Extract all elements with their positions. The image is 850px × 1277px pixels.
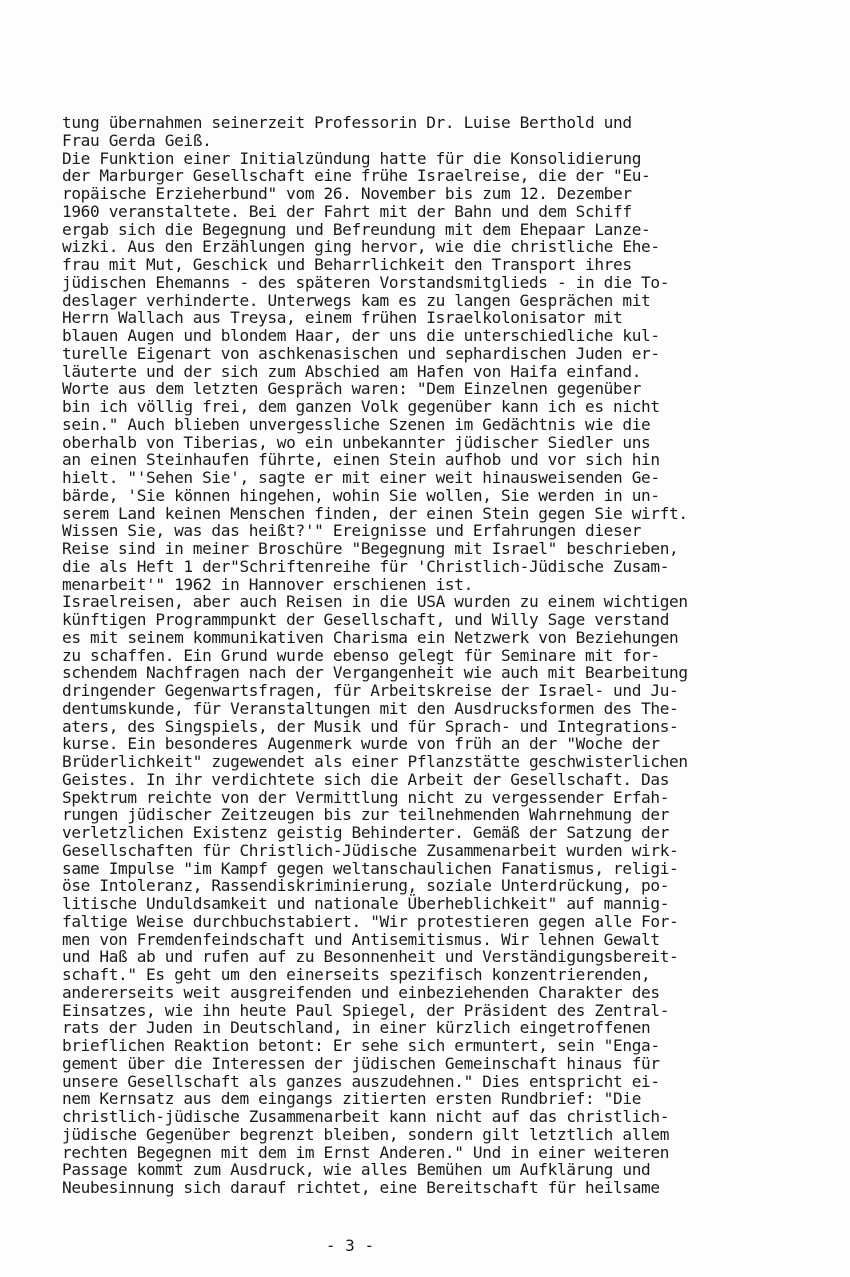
text-line: öse Intoleranz, Rassendiskriminierung, soziale Unterdrückung, po- xyxy=(62,876,670,896)
text-line: dentumskunde, für Veranstaltungen mit den Ausdrucksformen des The- xyxy=(62,698,679,718)
text-line: aters, des Singspiels, der Musik und für Sprach- und Integrations- xyxy=(62,716,679,736)
text-line: hielt. "'Sehen Sie', sagte er mit einer weit hinausweisenden Ge- xyxy=(62,468,660,487)
text-line: schaft." Es geht um den einerseits spezifisch konzentrierenden, xyxy=(62,965,651,984)
text-line: gement über die Interessen der jüdischen Gemeinschaft hinaus für xyxy=(62,1053,660,1073)
text-line: Die Funktion einer Initialzündung hatte für die Konsolidierung xyxy=(62,148,642,168)
text-line: Geistes. In ihr verdichtete sich die Arbeit der Gesellschaft. Das xyxy=(62,769,670,789)
text-line: serem Land keinen Menschen finden, der einen Stein gegen Sie wirft. xyxy=(62,503,688,523)
text-line: bin ich völlig frei, dem ganzen Volk gegenüber kann ich es nicht xyxy=(62,397,660,416)
text-line: jüdischen Ehemanns - des späteren Vorstandsmitglieds - in die To- xyxy=(62,272,670,292)
text-line: kurse. Ein besonderes Augenmerk wurde von früh an der "Woche der xyxy=(62,734,660,754)
text-line: andererseits weit ausgreifenden und einbeziehenden Charakter des xyxy=(62,982,660,1002)
text-line: die als Heft 1 der"Schriftenreihe für 'Christlich-Jüdische Zusam- xyxy=(62,556,670,576)
text-line: Frau Gerda Geiß. xyxy=(62,130,212,150)
text-line: christlich-jüdische Zusammenarbeit kann nicht auf das christlich- xyxy=(62,1107,670,1126)
text-line: sein." Auch blieben unvergessliche Szenen im Gedächtnis wie die xyxy=(62,414,651,434)
text-line: menarbeit'" 1962 in Hannover erschienen ist. xyxy=(62,574,473,594)
page-number: - 3 - xyxy=(325,1236,375,1255)
text-line: deslager verhinderte. Unterwegs kam es zu langen Gesprächen mit xyxy=(62,290,651,310)
text-line: Gesellschaften für Christlich-Jüdische Zusammenarbeit wurden wirk- xyxy=(62,840,679,860)
text-line: wizki. Aus den Erzählungen ging hervor, wie die christliche Ehe- xyxy=(62,237,660,257)
text-line: ergab sich die Begegnung und Befreundung mit dem Ehepaar Lanze- xyxy=(62,219,651,239)
text-line: Israelreisen, aber auch Reisen in die USA wurden zu einem wichtigen xyxy=(62,592,688,612)
text-line: rechten Begegnen mit dem im Ernst Anderen." Und in einer weiteren xyxy=(62,1142,670,1162)
text-line: Reise sind in meiner Broschüre "Begegnung mit Israel" beschrieben, xyxy=(62,539,679,558)
text-line: läuterte und der sich zum Abschied am Hafen von Haifa einfand. xyxy=(62,361,642,381)
text-line: zu schaffen. Ein Grund wurde ebenso gelegt für Seminare mit for- xyxy=(62,645,660,665)
text-line: Passage kommt zum Ausdruck, wie alles Bemühen um Aufklärung und xyxy=(62,1160,651,1180)
text-line: litische Unduldsamkeit und nationale Überheblichkeit" auf mannig- xyxy=(62,894,670,913)
text-line: jüdische Gegenüber begrenzt bleiben, sondern gilt letztlich allem xyxy=(62,1124,670,1144)
text-line: und Haß ab und rufen auf zu Besonnenheit und Verständigungsbereit- xyxy=(62,947,679,967)
text-line: an einen Steinhaufen führte, einen Stein aufhob und vor sich hin xyxy=(62,450,660,470)
text-line: ropäische Erzieherbund" vom 26. November bis zum 12. Dezember xyxy=(62,184,632,203)
text-line: nem Kernsatz aus dem eingangs zitierten ersten Rundbrief: "Die xyxy=(62,1089,642,1109)
text-line: frau mit Mut, Geschick und Beharrlichkeit den Transport ihres xyxy=(62,255,632,274)
text-line: Einsatzes, wie ihn heute Paul Spiegel, der Präsident des Zentral- xyxy=(62,1000,670,1020)
text-line: unsere Gesellschaft als ganzes auszudehnen." Dies entspricht ei- xyxy=(62,1071,660,1091)
text-line: Herrn Wallach aus Treysa, einem frühen Israelkolonisator mit xyxy=(62,308,623,328)
text-line: same Impulse "im Kampf gegen weltanschaulichen Fanatismus, religi- xyxy=(62,858,679,878)
text-line: künftigen Programmpunkt der Gesellschaft, und Willy Sage verstand xyxy=(62,610,670,629)
text-line: blauen Augen und blondem Haar, der uns die unterschiedliche kul- xyxy=(62,326,660,345)
text-line: Neubesinnung sich darauf richtet, eine Bereitschaft für heilsame xyxy=(62,1178,660,1197)
text-line: tung übernahmen seinerzeit Professorin Dr. Luise Berthold und xyxy=(62,113,632,132)
text-line: verletzlichen Existenz geistig Behinderter. Gemäß der Satzung der xyxy=(62,823,670,842)
text-line: es mit seinem kommunikativen Charisma ein Netzwerk von Beziehungen xyxy=(62,627,679,647)
body-text xyxy=(62,114,802,1197)
text-line: oberhalb von Tiberias, wo ein unbekannter jüdischer Siedler uns xyxy=(62,432,651,452)
text-line: schendem Nachfragen nach der Vergangenheit wie auch mit Bearbeitung xyxy=(62,663,688,683)
text-line: bärde, 'Sie können hingehen, wohin Sie wollen, Sie werden in un- xyxy=(62,485,660,505)
text-line: Brüderlichkeit" zugewendet als einer Pflanzstätte geschwisterlichen xyxy=(62,752,688,771)
text-line: dringender Gegenwartsfragen, für Arbeitskreise der Israel- und Ju- xyxy=(62,681,679,700)
text-line: Spektrum reichte von der Vermittlung nicht zu vergessender Erfah- xyxy=(62,787,670,807)
text-line: faltige Weise durchbuchstabiert. "Wir protestieren gegen alle For- xyxy=(62,911,679,931)
text-line: men von Fremdenfeindschaft und Antisemitismus. Wir lehnen Gewalt xyxy=(62,929,660,949)
text-line: 1960 veranstaltete. Bei der Fahrt mit der Bahn und dem Schiff xyxy=(62,201,632,221)
text-line: rats der Juden in Deutschland, in einer kürzlich eingetroffenen xyxy=(62,1018,651,1038)
text-line: Worte aus dem letzten Gespräch waren: "Dem Einzelnen gegenüber xyxy=(62,379,642,399)
text-line: der Marburger Gesellschaft eine frühe Israelreise, die der "Eu- xyxy=(62,166,651,186)
text-line: turelle Eigenart von aschkenasischen und sephardischen Juden er- xyxy=(62,343,660,363)
text-line: brieflichen Reaktion betont: Er sehe sich ermuntert, sein "Enga- xyxy=(62,1036,660,1055)
text-line: rungen jüdischer Zeitzeugen bis zur teilnehmenden Wahrnehmung der xyxy=(62,805,670,825)
text-line: Wissen Sie, was das heißt?'" Ereignisse und Erfahrungen dieser xyxy=(62,521,642,541)
